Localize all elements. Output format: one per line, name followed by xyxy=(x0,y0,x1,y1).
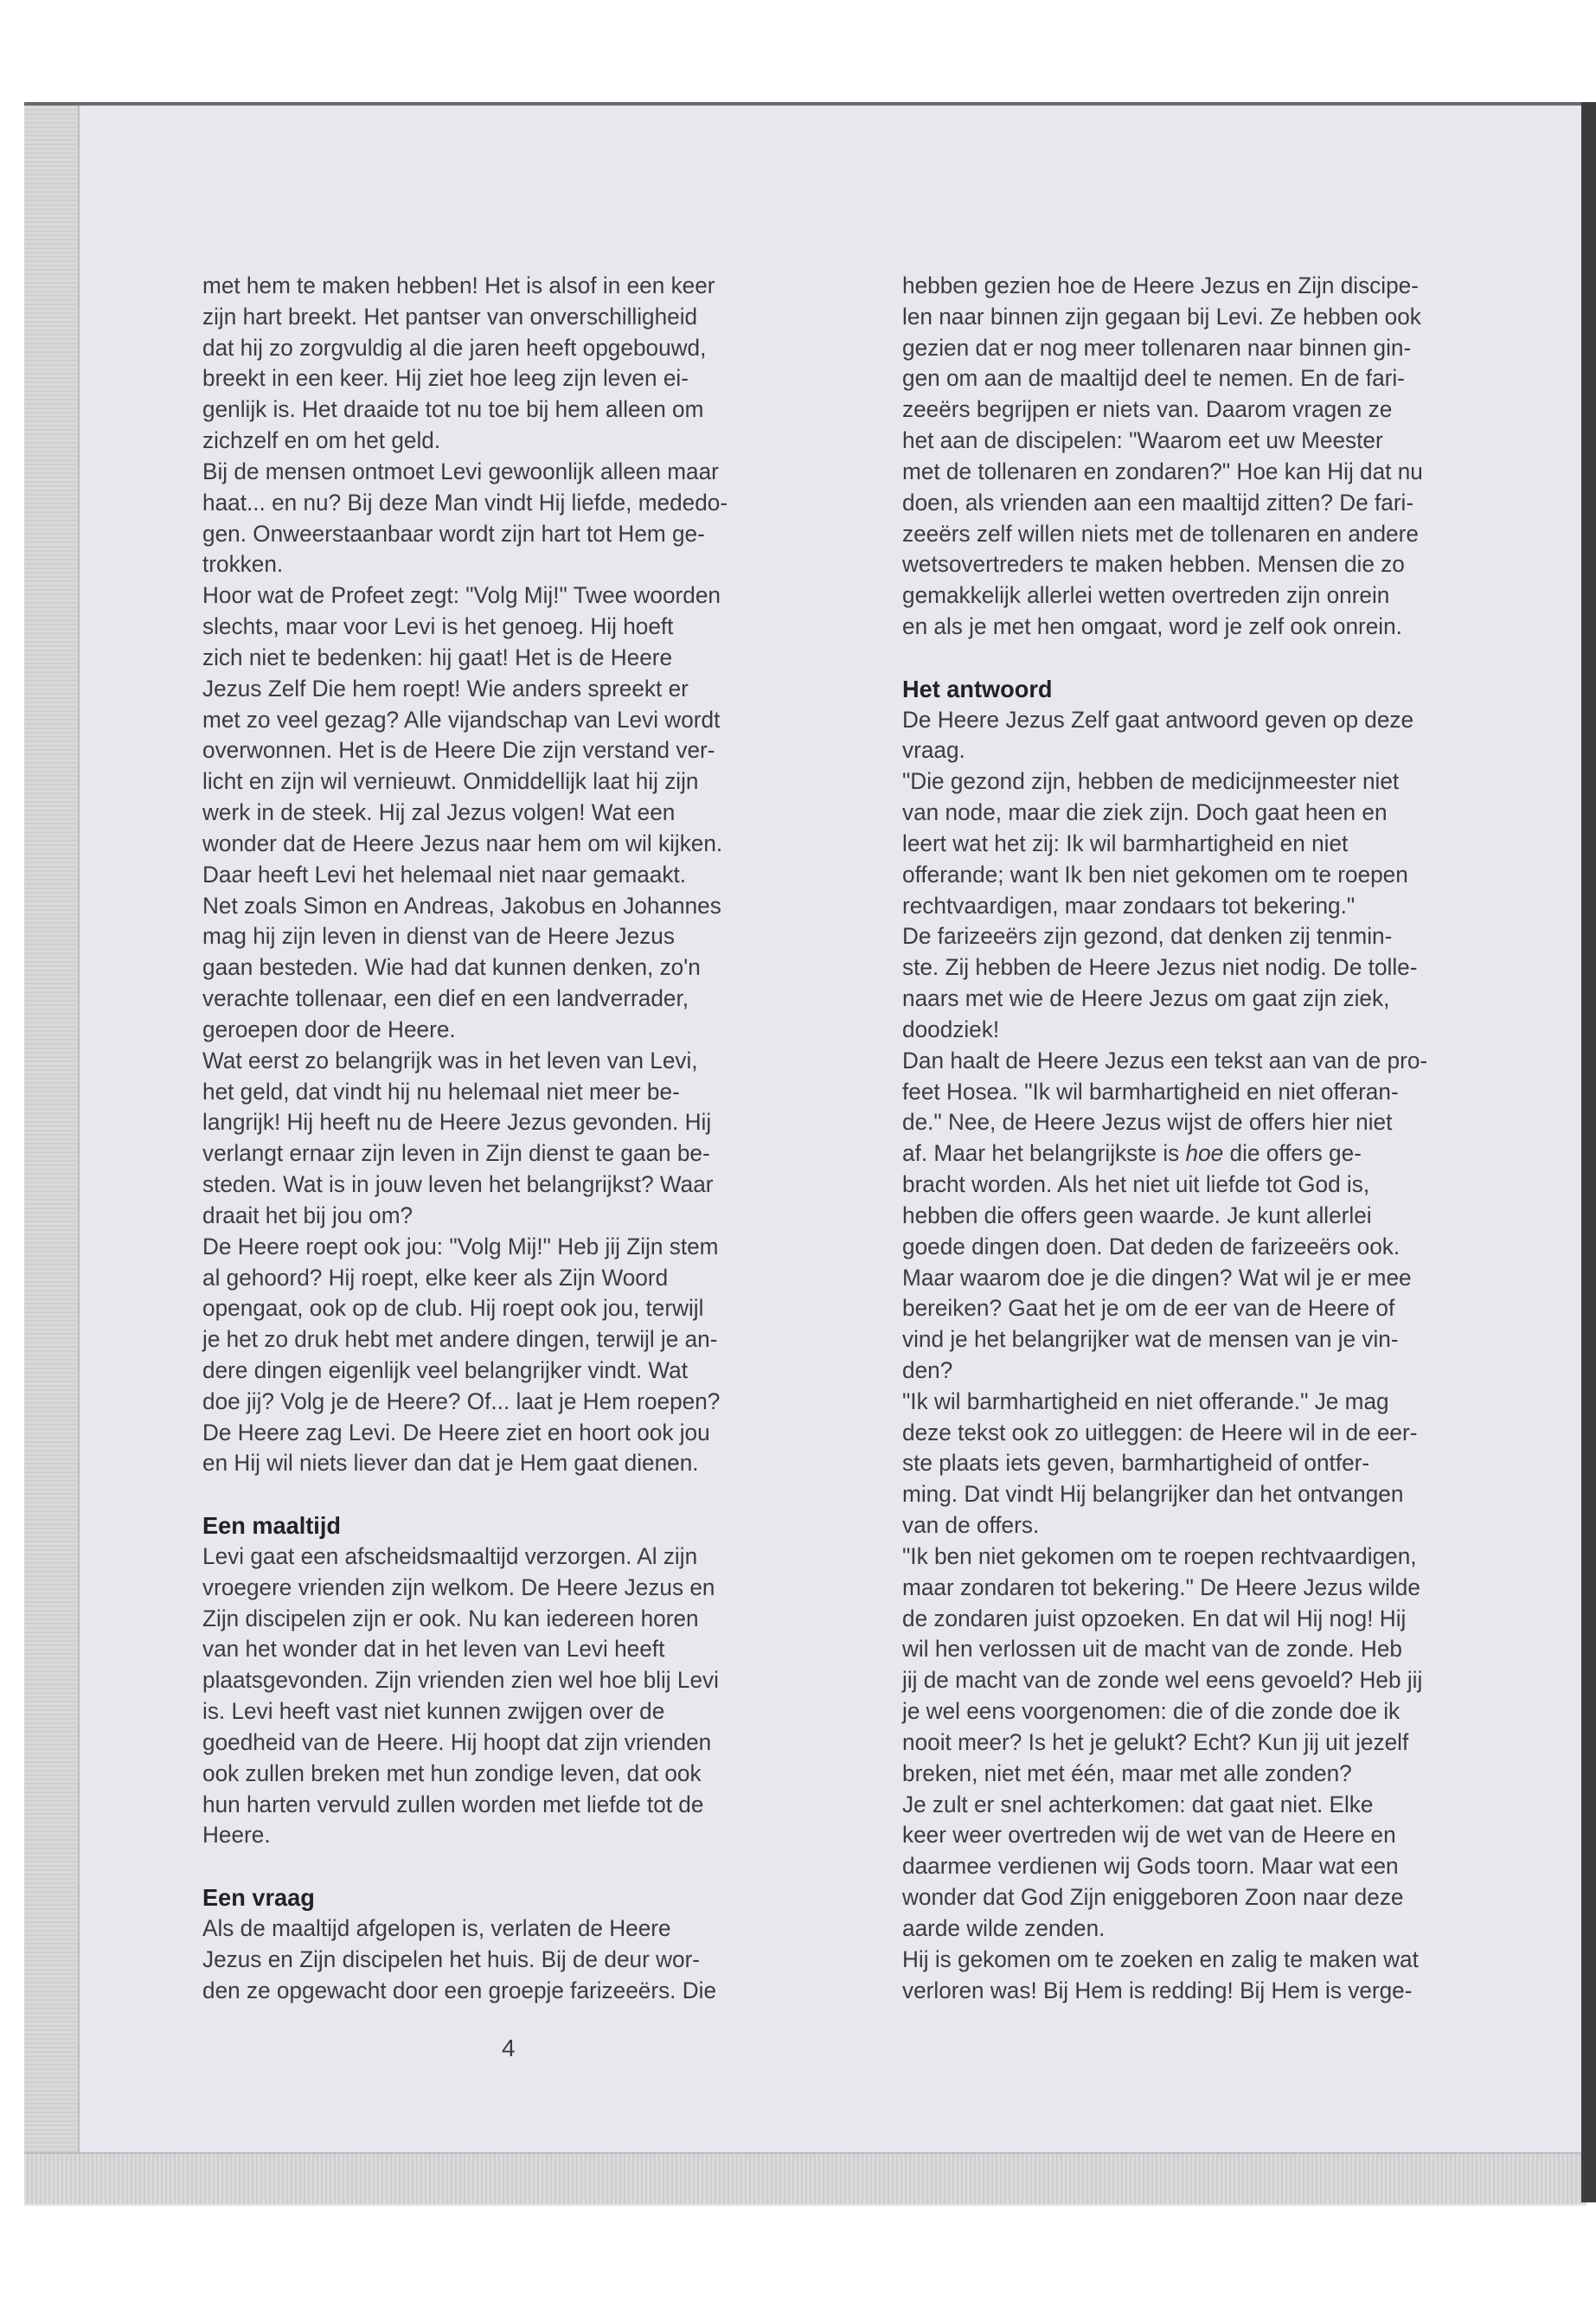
text-line: werk in de steek. Hij zal Jezus volgen! Wat een xyxy=(202,799,676,826)
text-line: ook zullen breken met hun zondige leven, dat ook xyxy=(202,1759,702,1786)
text-line: Maar waarom doe je die dingen? Wat wil je er mee xyxy=(902,1264,1412,1291)
text-line: deze tekst ook zo uitleggen: de Heere wil in de eer- xyxy=(902,1419,1418,1445)
text-line: bracht worden. Als het niet uit liefde tot God is, xyxy=(902,1171,1370,1198)
text-line: gaan besteden. Wie had dat kunnen denken, zo'n xyxy=(202,954,701,981)
text-line: zeeërs begrijpen er niets van. Daarom vragen ze xyxy=(902,396,1393,423)
text-line: leert wat het zij: Ik wil barmhartigheid en niet xyxy=(902,830,1349,856)
text-line: Bij de mensen ontmoet Levi gewoonlijk alleen maar xyxy=(202,458,719,484)
text-line: van het wonder dat in het leven van Levi heeft xyxy=(202,1636,665,1663)
text-line: verloren was! Bij Hem is redding! Bij Hem is verge- xyxy=(902,1977,1413,2003)
text-line: De Heere zag Levi. De Heere ziet en hoort ook jou xyxy=(202,1419,710,1445)
text-line: de." Nee, de Heere Jezus wijst de offers hier niet xyxy=(902,1109,1393,1136)
section-heading: Een vraag xyxy=(202,1884,315,1912)
text-line: breken, niet met één, maar met alle zonden? xyxy=(902,1759,1352,1786)
text-line: dat hij zo zorgvuldig al die jaren heeft opgebouwd, xyxy=(202,334,707,361)
text-line: dere dingen eigenlijk veel belangrijker vindt. Wat xyxy=(202,1356,688,1383)
text-line: Heere. xyxy=(202,1822,271,1849)
section-heading: Het antwoord xyxy=(902,675,1053,702)
text-line: wetsovertreders te maken hebben. Mensen die zo xyxy=(902,551,1405,578)
text-line: haat... en nu? Bij deze Man vindt Hij liefde, mededo- xyxy=(202,489,728,516)
text-line: ste plaats iets geven, barmhartigheid of ontfer- xyxy=(902,1450,1370,1477)
text-line: ste. Zij hebben de Heere Jezus niet nodig. De tolle- xyxy=(902,954,1418,981)
text-line: bereiken? Gaat het je om de eer van de Heere of xyxy=(902,1295,1395,1322)
text-line: steden. Wat is in jouw leven het belangrijkst? Waar xyxy=(202,1171,714,1198)
text-line: "Ik wil barmhartigheid en niet offerande." Je mag xyxy=(902,1388,1389,1414)
text-line: Jezus Zelf Die hem roept! Wie anders spreekt er xyxy=(202,675,689,702)
text-line: al gehoord? Hij roept, elke keer als Zijn Woord xyxy=(202,1264,669,1291)
text-line: zichzelf en om het geld. xyxy=(202,427,441,454)
section-heading: Een maaltijd xyxy=(202,1512,341,1540)
text-line: Als de maaltijd afgelopen is, verlaten de Heere xyxy=(202,1914,671,1941)
text-line: mag hij zijn leven in dienst van de Heere Jezus xyxy=(202,923,675,950)
text-line: ming. Dat vindt Hij belangrijker dan het ontvangen xyxy=(902,1481,1404,1508)
text-line: licht en zijn wil vernieuwt. Onmiddellijk laat hij zijn xyxy=(202,768,699,795)
text-line: af. Maar het belangrijkste is hoe die offers ge- xyxy=(902,1140,1362,1167)
text-line: naars met wie de Heere Jezus om gaat zijn ziek, xyxy=(902,985,1390,1012)
text-line: gemakkelijk allerlei wetten overtreden zijn onrein xyxy=(902,582,1390,609)
text-line: Hij is gekomen om te zoeken en zalig te maken wat xyxy=(902,1945,1419,1972)
text-line: geroepen door de Heere. xyxy=(202,1016,456,1042)
text-line: feet Hosea. "Ik wil barmhartigheid en niet offeran- xyxy=(902,1078,1399,1105)
text-line: Daar heeft Levi het helemaal niet naar gemaakt. xyxy=(202,861,687,888)
text-line: aarde wilde zenden. xyxy=(902,1914,1106,1941)
text-line: overwonnen. Het is de Heere Die zijn verstand ver- xyxy=(202,737,715,764)
text-line: genlijk is. Het draaide tot nu toe bij hem alleen om xyxy=(202,396,704,423)
emphasis: hoe xyxy=(1185,1140,1224,1167)
text-line: "Ik ben niet gekomen om te roepen rechtvaardigen, xyxy=(902,1542,1417,1569)
text-line: daarmee verdienen wij Gods toorn. Maar wat een xyxy=(902,1853,1399,1880)
text-line: opengaat, ook op de club. Hij roept ook jou, terwijl xyxy=(202,1295,704,1322)
page-number: 4 xyxy=(502,2035,516,2061)
text-line: en als je met hen omgaat, word je zelf ook onrein. xyxy=(902,613,1402,640)
text-line: wonder dat de Heere Jezus naar hem om wil kijken. xyxy=(202,830,723,856)
text-line: vraag. xyxy=(902,737,965,764)
text-line: verlangt ernaar zijn leven in Zijn dienst te gaan be- xyxy=(202,1140,710,1167)
text-line: van de offers. xyxy=(902,1512,1040,1539)
text-line: De Heere Jezus Zelf gaat antwoord geven op deze xyxy=(902,706,1414,733)
text-line: len naar binnen zijn gegaan bij Levi. Ze hebben ook xyxy=(902,303,1421,330)
text-line: Je zult er snel achterkomen: dat gaat niet. Elke xyxy=(902,1791,1374,1817)
text-line: hun harten vervuld zullen worden met liefde tot de xyxy=(202,1791,704,1817)
text-line: hebben gezien hoe de Heere Jezus en Zijn discipe- xyxy=(902,272,1419,298)
text-line: verachte tollenaar, een dief en een landverrader, xyxy=(202,985,689,1012)
paragraph-gap xyxy=(202,1851,824,1882)
text-line: vroegere vrienden zijn welkom. De Heere Jezus en xyxy=(202,1574,715,1600)
text-line: den ze opgewacht door een groepje farizeeërs. Die xyxy=(202,1977,717,2003)
text-line: Dan haalt de Heere Jezus een tekst aan van de pro- xyxy=(902,1047,1428,1074)
paragraph-gap xyxy=(902,643,1523,674)
text-line: doen, als vrienden aan een maaltijd zitten? De fari- xyxy=(902,489,1414,516)
text-line: Zijn discipelen zijn er ook. Nu kan iedereen horen xyxy=(202,1605,699,1631)
text-line: doodziek! xyxy=(902,1016,1000,1042)
text-line: maar zondaren tot bekering." De Heere Jezus wilde xyxy=(902,1574,1420,1600)
book-binding-bottom xyxy=(24,2152,1586,2204)
text-line: met zo veel gezag? Alle vijandschap van Levi wordt xyxy=(202,706,721,733)
text-line: slechts, maar voor Levi is het genoeg. Hij hoeft xyxy=(202,613,674,640)
text-line: trokken. xyxy=(202,551,284,578)
text-line: jij de macht van de zonde wel eens gevoeld? Heb jij xyxy=(902,1667,1423,1694)
text-line: je wel eens voorgenomen: die of die zonde doe ik xyxy=(902,1698,1401,1725)
book-binding-left xyxy=(24,106,80,2202)
text-line: Wat eerst zo belangrijk was in het leven van Levi, xyxy=(202,1047,698,1074)
text-line: nooit meer? Is het je gelukt? Echt? Kun jij uit jezelf xyxy=(902,1728,1409,1755)
text-line: "Die gezond zijn, hebben de medicijnmeester niet xyxy=(902,768,1400,795)
text-line: vind je het belangrijker wat de mensen van je vin- xyxy=(902,1326,1399,1353)
text-line: Jezus en Zijn discipelen het huis. Bij de deur wor- xyxy=(202,1945,701,1972)
text-line: met hem te maken hebben! Het is alsof in een keer xyxy=(202,272,715,298)
text-line: doe jij? Volg je de Heere? Of... laat je Hem roepen? xyxy=(202,1388,721,1414)
text-line: hebben die offers geen waarde. Je kunt allerlei xyxy=(902,1202,1372,1228)
text-line: offerande; want Ik ben niet gekomen om te roepen xyxy=(902,861,1408,888)
text-line: en Hij wil niets liever dan dat je Hem gaat dienen. xyxy=(202,1450,699,1477)
text-line: draait het bij jou om? xyxy=(202,1202,413,1228)
text-line: de zondaren juist opzoeken. En dat wil Hij nog! Hij xyxy=(902,1605,1407,1631)
text-line: zich niet te bedenken: hij gaat! Het is de Heere xyxy=(202,644,673,670)
text-line: gen om aan de maaltijd deel te nemen. En de fari- xyxy=(902,365,1405,392)
text-line: zijn hart breekt. Het pantser van onverschilligheid xyxy=(202,303,698,330)
text-column-right xyxy=(902,271,1542,2006)
text-line: breekt in een keer. Hij ziet hoe leeg zijn leven ei- xyxy=(202,365,689,392)
text-line: is. Levi heeft vast niet kunnen zwijgen over de xyxy=(202,1698,665,1725)
text-line: zeeërs zelf willen niets met de tollenaren en andere xyxy=(902,520,1419,547)
text-line: Net zoals Simon en Andreas, Jakobus en Johannes xyxy=(202,892,721,919)
text-line: je het zo druk hebt met andere dingen, terwijl je an- xyxy=(202,1326,718,1353)
text-line: gezien dat er nog meer tollenaren naar binnen gin- xyxy=(902,334,1412,361)
text-line: De Heere roept ook jou: "Volg Mij!" Heb jij Zijn stem xyxy=(202,1233,719,1259)
text-line: wil hen verlossen uit de macht van de zonde. Heb xyxy=(902,1636,1402,1663)
text-line: Levi gaat een afscheidsmaaltijd verzorgen. Al zijn xyxy=(202,1542,698,1569)
paragraph-gap xyxy=(202,1479,824,1510)
text-line: den? xyxy=(902,1356,953,1383)
text-line: rechtvaardigen, maar zondaars tot bekering." xyxy=(902,892,1356,919)
page-edge-right xyxy=(1581,102,1596,2202)
text-line: van node, maar die ziek zijn. Doch gaat heen en xyxy=(902,799,1388,826)
text-line: langrijk! Hij heeft nu de Heere Jezus gevonden. Hij xyxy=(202,1109,712,1136)
text-line: wonder dat God Zijn eniggeboren Zoon naar deze xyxy=(902,1884,1404,1911)
text-line: De farizeeërs zijn gezond, dat denken zij tenmin- xyxy=(902,923,1393,950)
text-line: Hoor wat de Profeet zegt: "Volg Mij!" Twee woorden xyxy=(202,582,721,609)
text-line: het geld, dat vindt hij nu helemaal niet meer be- xyxy=(202,1078,680,1105)
text-line: goedheid van de Heere. Hij hoopt dat zijn vrienden xyxy=(202,1728,712,1755)
text-line: plaatsgevonden. Zijn vrienden zien wel hoe blij Levi xyxy=(202,1667,719,1694)
text-line: het aan de discipelen: "Waarom eet uw Meester xyxy=(902,427,1383,454)
text-line: met de tollenaren en zondaren?" Hoe kan Hij dat nu xyxy=(902,458,1423,484)
text-line: keer weer overtreden wij de wet van de Heere en xyxy=(902,1822,1396,1849)
text-column-left xyxy=(202,271,843,2006)
text-line: gen. Onweerstaanbaar wordt zijn hart tot Hem ge- xyxy=(202,520,705,547)
text-line: goede dingen doen. Dat deden de farizeeërs ook. xyxy=(902,1233,1401,1259)
